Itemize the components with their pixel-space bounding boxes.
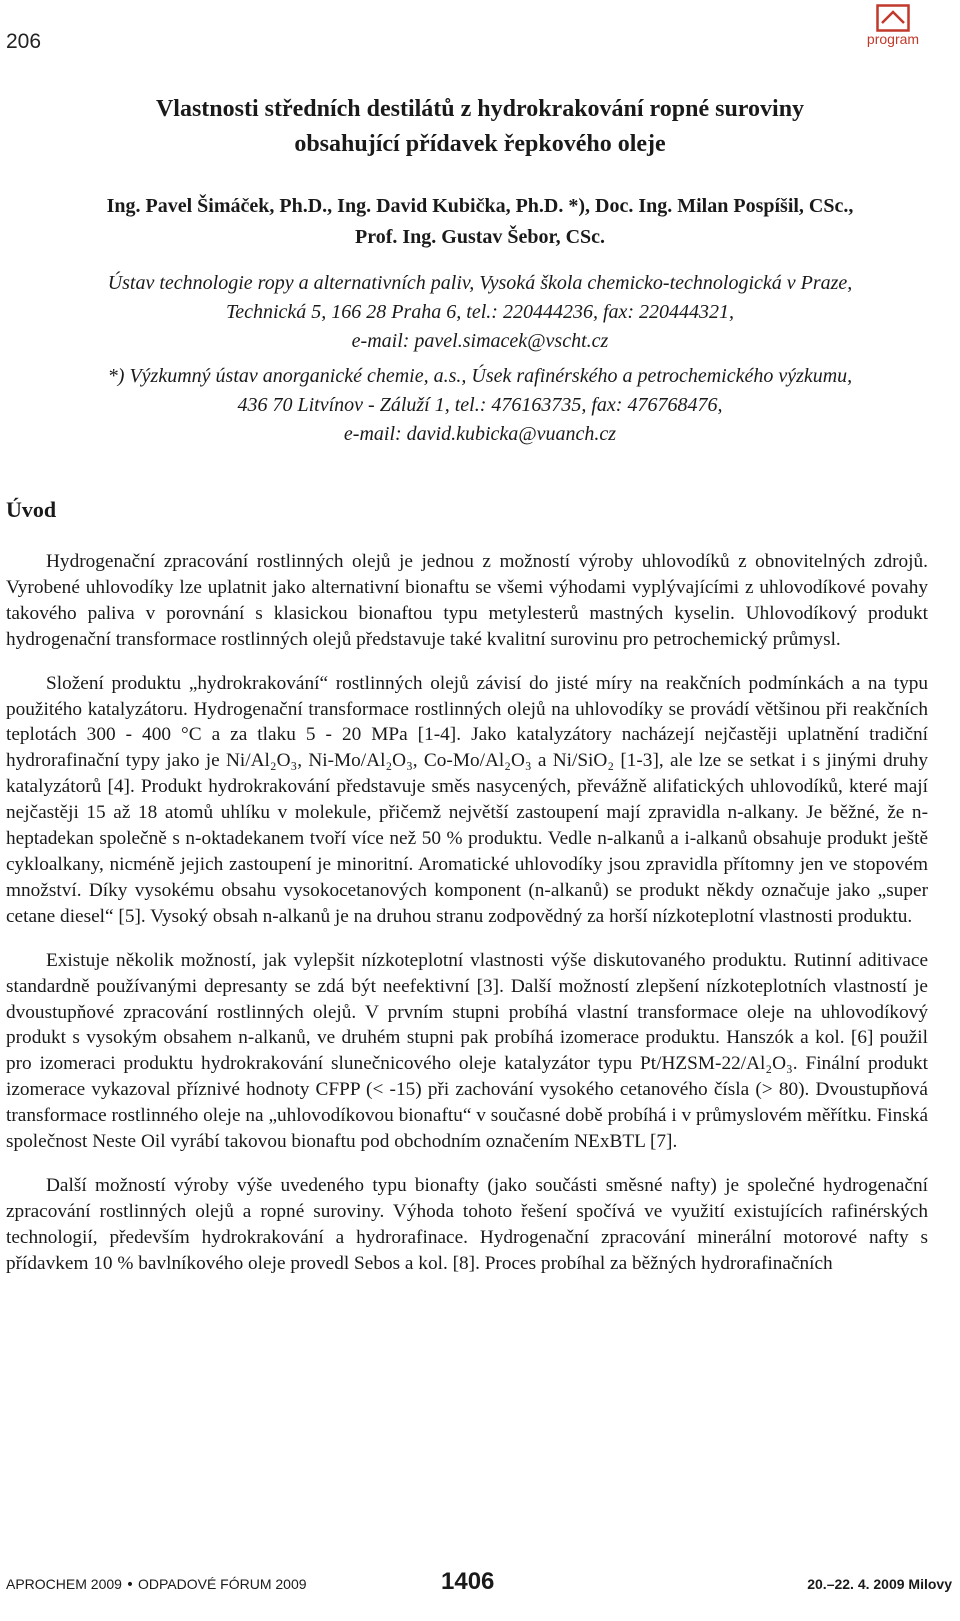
footer-aprochem: APROCHEM 2009 — [6, 1576, 122, 1592]
affiliation2-line-2: 436 70 Litvínov - Záluží 1, tel.: 476163735, fax: 476768476, — [237, 394, 723, 416]
page-number: 206 — [6, 30, 42, 53]
program-logo[interactable] — [848, 4, 938, 47]
footer-conference — [6, 1576, 307, 1593]
footer-date-location: 20.–22. 4. 2009 Milovy — [807, 1576, 952, 1592]
title-line-2: obsahující přídavek řepkového oleje — [294, 131, 666, 157]
affiliation1-email[interactable]: e-mail: pavel.simacek@vscht.cz — [351, 330, 609, 352]
affiliation2-email[interactable]: e-mail: david.kubicka@vuanch.cz — [343, 423, 617, 445]
title-line-1: Vlastnosti středních destilátů z hydrokrakování ropné suroviny — [155, 96, 805, 122]
affiliation1-line-1: Ústav technologie ropy a alternativních paliv, Vysoká škola chemicko-technologická v Praze, — [107, 272, 853, 294]
article-body — [6, 549, 928, 1295]
affiliation2-line-1: *) Výzkumný ústav anorganické chemie, a.s., Úsek rafinérského a petrochemického výzkumu, — [107, 365, 853, 387]
affiliation1-line-2: Technická 5, 166 28 Praha 6, tel.: 220444236, fax: 220444321, — [225, 301, 735, 323]
authors-line-2: Prof. Ing. Gustav Šebor, CSc. — [354, 226, 606, 248]
author-list — [40, 191, 920, 253]
paragraph-3: Existuje několik možností, jak vylepšit nízkoteplotní vlastnosti výše diskutovaného produktu. Rutinní aditivace standardně používanými depresanty se zdá být neefektivní [3]. Další možností zlepšení nízkoteplotních vlastností je dvoustupňové zpracování rostlinných olejů. V prvním stupni probíhá vlastní transformace oleje na uhlovodíkový produkt s vysokým obsahem n-alkanů, ve druhém stupni pak probíhá izomerace produktu. Hanszók a kol. [6] použil pro izomeraci produktu hydrokrakování slunečnicového oleje katalyzátor typu Pt/HZSM-22/Al₂O₃. Finální produkt izomerace vykazoval příznivé hodnoty CFPP (< -15) při zachování vysokého cetanového čísla (> 80). Dvoustupňová transformace rostlinného oleje na „uhlovodíkovou bionaftu“ v současné době probíhá i v průmyslovém měřítku. Finská společnost Neste Oil vyrábí takovou bionaftu pod obchodním označením NExBTL [7]. — [6, 949, 928, 1153]
program-icon — [876, 4, 910, 32]
authors-line-1: Ing. Pavel Šimáček, Ph.D., Ing. David Kubička, Ph.D. *), Doc. Ing. Milan Pospíšil, CSc., — [106, 195, 854, 217]
affiliation-vscht — [20, 269, 940, 356]
affiliation-vuanch — [20, 362, 940, 449]
footer-odpadove-forum: ODPADOVÉ FÓRUM 2009 — [137, 1576, 307, 1592]
paragraph-1: Hydrogenační zpracování rostlinných olejů je jednou z možností výroby uhlovodíků z obnovitelných zdrojů. Vyrobené uhlovodíky lze uplatnit jako alternativní bionaftu se všemi výhodami vyplývajícími z uhlovodíkové povahy takového paliva v porovnání s klasickou bionaftou typu metylesterů mastných kyselin. Uhlovodíkový produkt hydrogenační transformace rostlinných olejů představuje také kvalitní surovinu pro petrochemický průmysl. — [6, 551, 928, 650]
footer-bullet: • — [125, 1577, 135, 1593]
footer-page-number: 1406 — [441, 1568, 495, 1595]
article-title — [40, 92, 920, 162]
page-footer — [0, 1568, 960, 1621]
program-logo-label: program — [866, 31, 920, 47]
paragraph-2: Složení produktu „hydrokrakování“ rostlinných olejů závisí do jisté míry na reakčních podmínkách a na typu použitého katalyzátoru. Hydrogenační transformace rostlinných olejů na uhlovodíky se provádí většinou při reakčních teplotách 300 - 400 °C a za tlaku 5 - 20 MPa [1-4]. Jako katalyzátory nacházejí nejčastěji uplatnění tradiční hydrorafinační typy jako je Ni/Al₂O₃, Ni-Mo/Al₂O₃, Co-Mo/Al₂O₃ a Ni/SiO₂ [1-3], ale lze se setkat i s jinými druhy katalyzátorů [4]. Produkt hydrokrakování představuje směs nasycených, převážně alifatických uhlovodíků, které mají nejčastěji 15 až 18 atomů uhlíku v molekule, přičemž největší zastoupení mají zpravidla n-alkany. Je běžné, že n-heptadekan společně s n-oktadekanem tvoří více než 50 % produktu. Vedle n-alkanů a i-alkanů obsahuje produkt ještě cykloalkany, nicméně jejich zastoupení je minoritní. Aromatické uhlovodíky jsou zpravidla přítomny jen ve stopovém množství. Díky vysokému obsahu vysokocetanových komponent (n-alkanů) se produkt někdy označuje jako „super cetane diesel“ [5]. Vysoký obsah n-alkanů je na druhou stranu zodpovědný za horší nízkoteplotní vlastnosti produktu. — [6, 672, 928, 927]
paragraph-4: Další možností výroby výše uvedeného typu bionafty (jako součásti směsné nafty) je společné hydrogenační zpracování rostlinných olejů a ropné suroviny. Výhoda tohoto řešení spočívá ve využití existujících rafinérských technologií, především hydrokrakování a hydrorafinace. Hydrogenační zpracování minerální motorové nafty s přídavkem 10 % bavlníkového oleje provedl Sebos a kol. [8]. Proces probíhal za běžných hydrorafinačních — [6, 1174, 928, 1274]
section-heading-uvod: Úvod — [6, 497, 57, 522]
